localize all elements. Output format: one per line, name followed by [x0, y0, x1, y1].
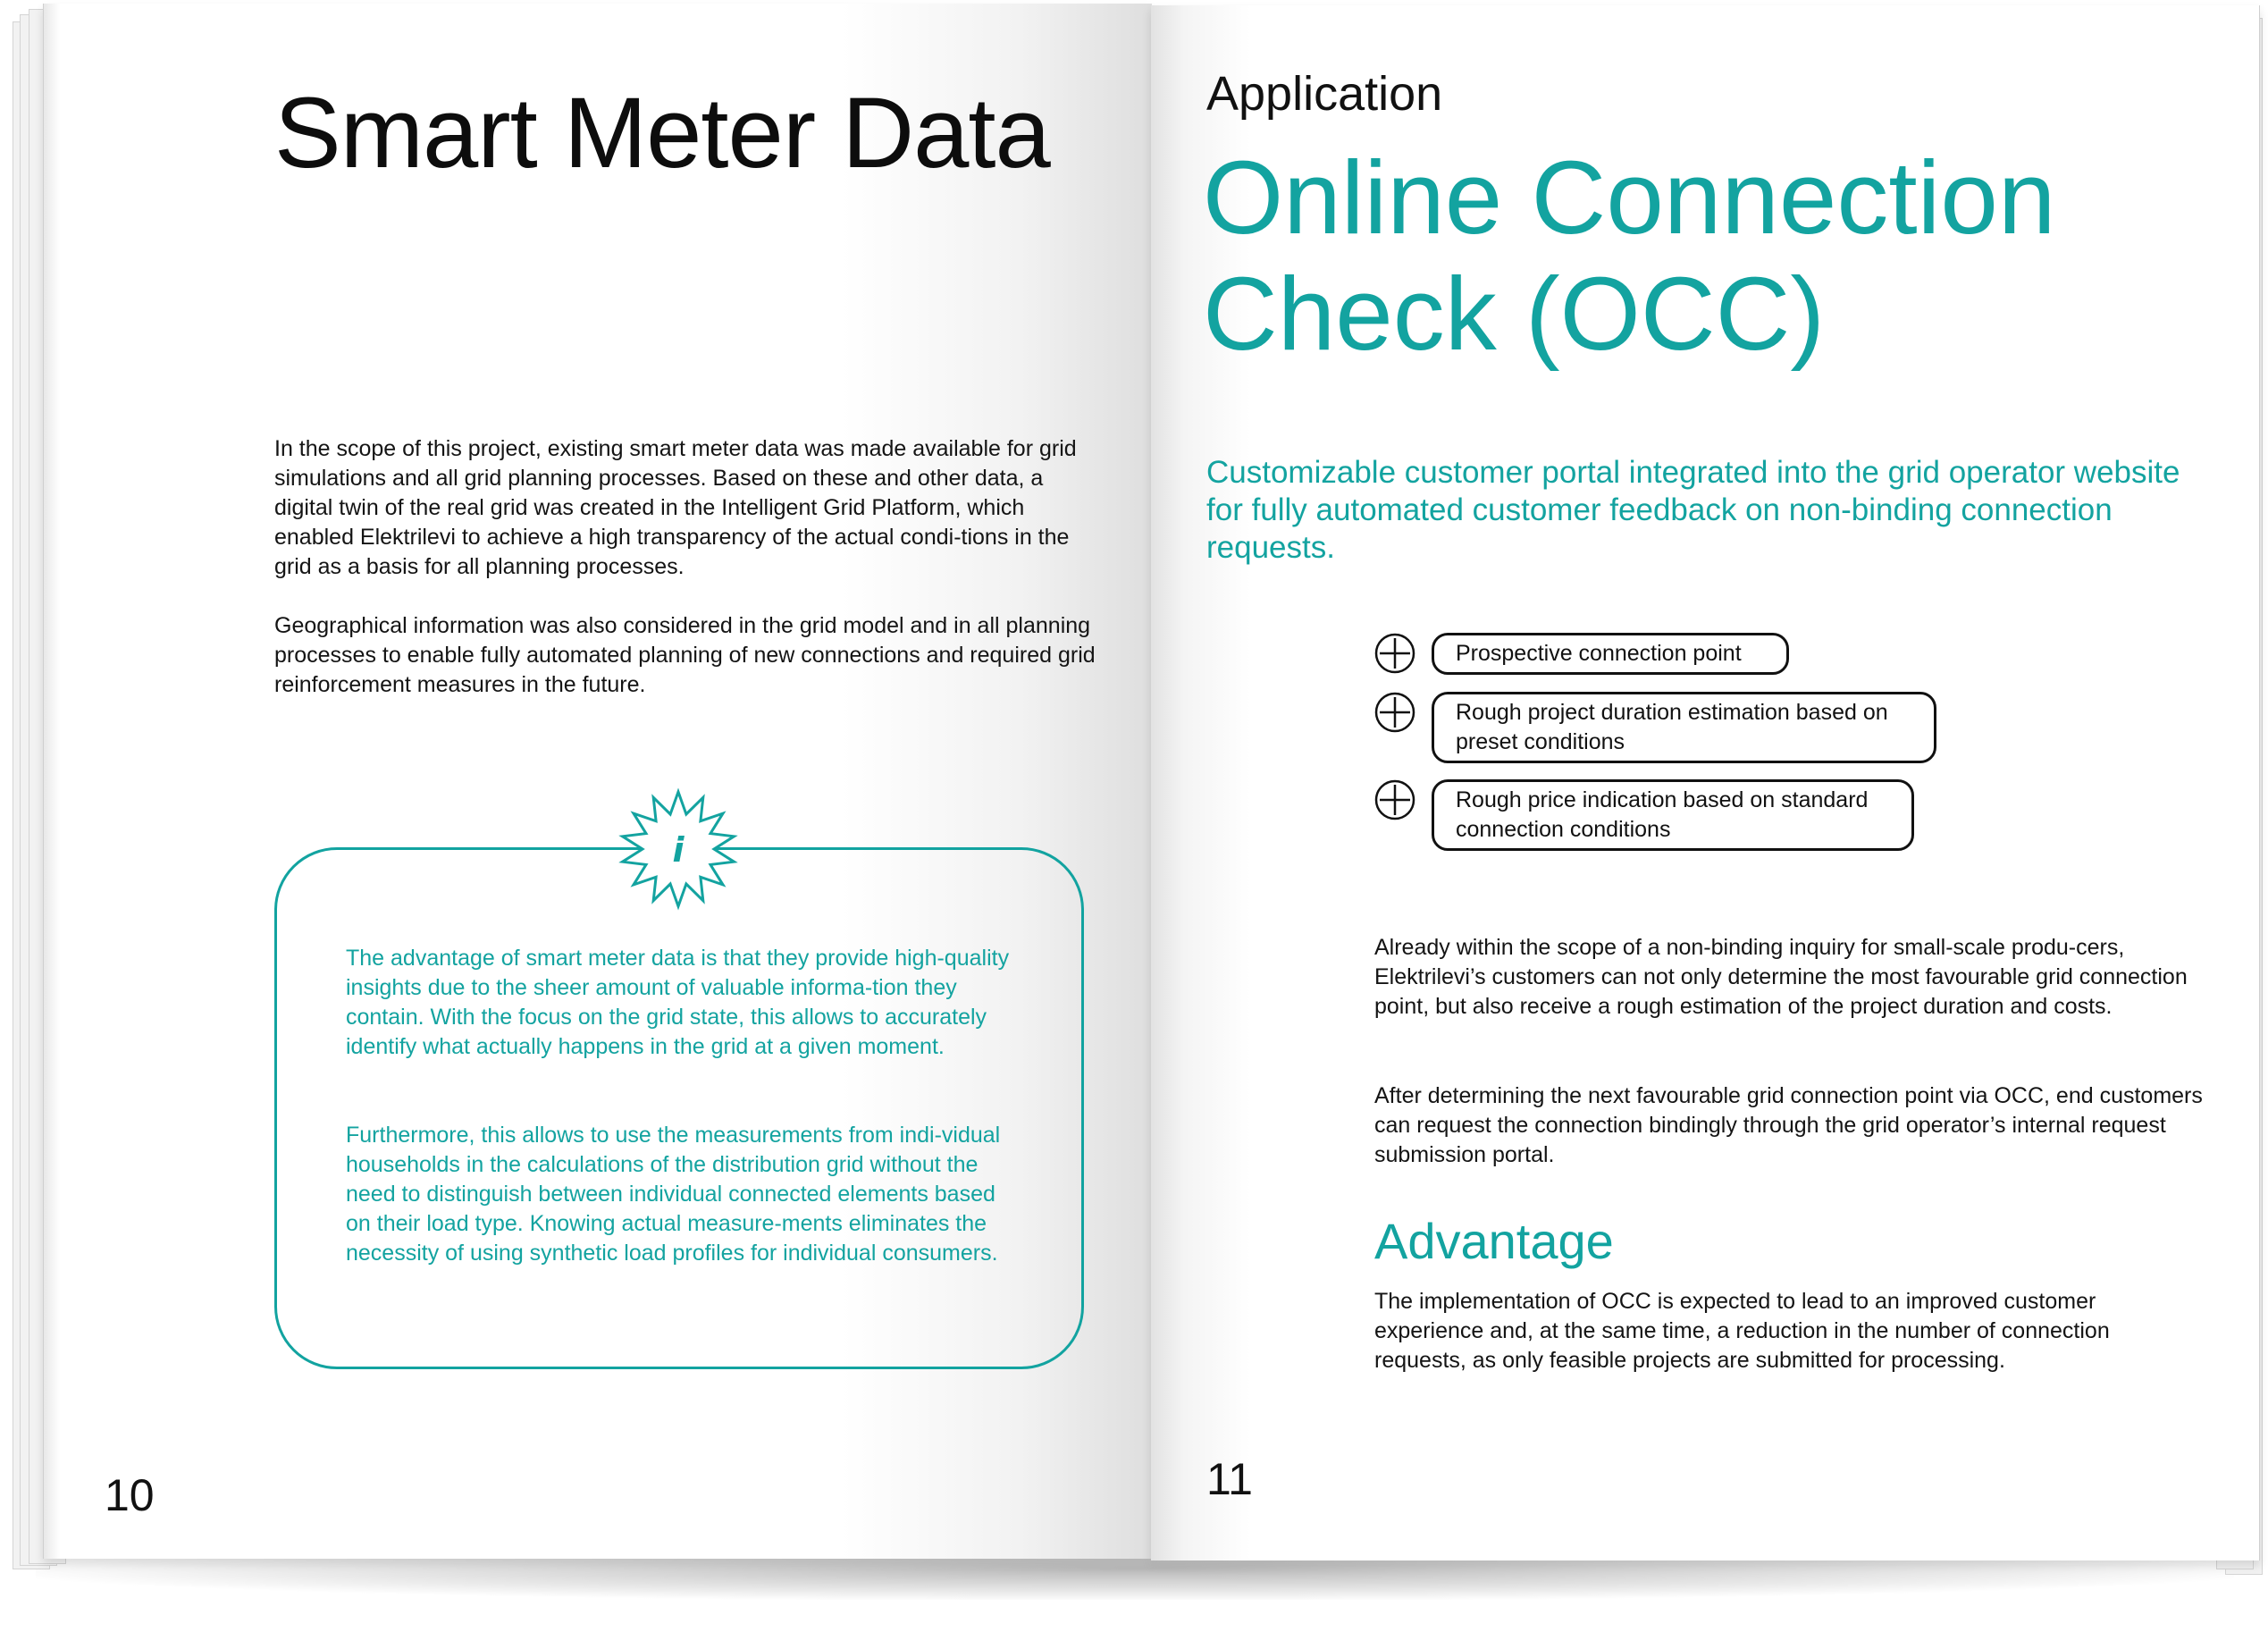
body-paragraph: Geographical information was also considered in the grid model and in all planning processes to enable fully automated planning of new connections and required grid reinforcement measures in the future.	[274, 613, 1096, 697]
info-paragraph: The advantage of smart meter data is that they provide high-quality insights due to the sheer amount of valuable informa-tion they contain. With the focus on the grid state, this allows to accurately identify what actually happens in the grid at a given moment.	[346, 946, 1010, 1059]
page-title: Online Connection Check (OCC)	[1203, 139, 2056, 372]
info-paragraph: Furthermore, this allows to use the measurements from indi-vidual households in the calculations of the distribution grid without the need to distinguish between individual connected elements based on their load type. Knowing actual measure-ments eliminates the necessity of using synthetic load profiles for individual consumers.	[346, 1123, 1001, 1266]
feature-label: Rough price indication based on standard connection conditions	[1432, 779, 1914, 851]
section-heading: Advantage	[1374, 1213, 1614, 1269]
feature-label: Rough project duration estimation based on preset conditions	[1432, 692, 1936, 763]
left-page	[43, 4, 1152, 1559]
plus-circle-icon	[1374, 779, 1415, 820]
right-page	[1151, 5, 2260, 1560]
info-burst-icon	[616, 787, 741, 912]
body-paragraph: Already within the scope of a non-binding inquiry for small-scale produ-cers, Elektrilevi’s customers can not only determine the most favourable grid connection point, but also receive a rough estimation of the project duration and costs.	[1374, 935, 2188, 1019]
plus-circle-icon	[1374, 692, 1415, 733]
section-kicker: Application	[1206, 67, 1443, 121]
body-paragraph: The implementation of OCC is expected to lead to an improved customer experience and, at the same time, a reduction in the number of connection requests, as only feasible projects are submitted for processing.	[1374, 1289, 2110, 1373]
page-title: Smart Meter Data	[274, 77, 1050, 189]
body-paragraph: In the scope of this project, existing smart meter data was made available for grid simulations and all grid planning processes. Based on these and other data, a digital twin of the real grid was created in the Intelligent Grid Platform, which enabled Elektrilevi to achieve a high transparency of the actual condi-tions in the grid as a basis for all planning processes.	[274, 436, 1077, 579]
info-callout-box	[274, 847, 1084, 1369]
page-number: 10	[105, 1470, 155, 1520]
feature-label: Prospective connection point	[1432, 633, 1789, 675]
info-letter: i	[672, 830, 685, 870]
page-number: 11	[1206, 1454, 1253, 1504]
plus-circle-icon	[1374, 633, 1415, 674]
body-paragraph: After determining the next favourable grid connection point via OCC, end customers can request the connection bindingly through the grid operator’s internal request submission portal.	[1374, 1083, 2203, 1167]
lead-paragraph: Customizable customer portal integrated into the grid operator website for fully automated customer feedback on non-binding connection requests.	[1206, 455, 2180, 565]
